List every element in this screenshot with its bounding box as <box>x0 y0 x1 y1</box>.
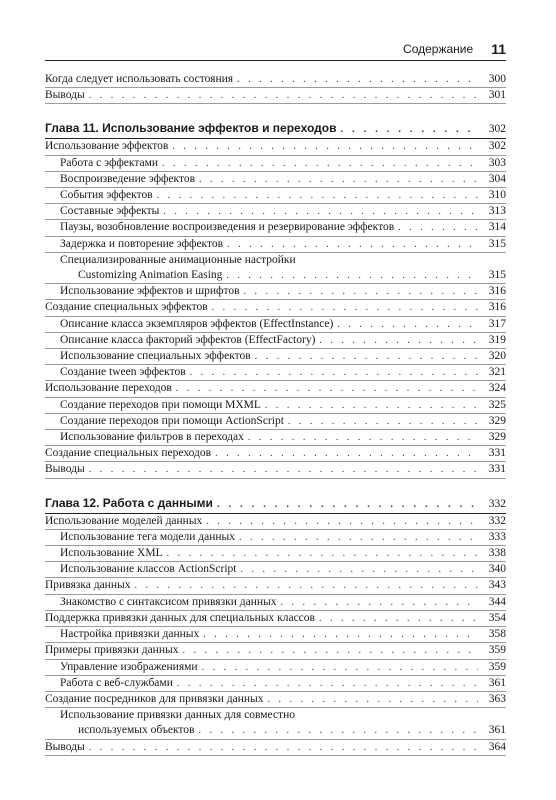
toc-entry-page: 310 <box>488 189 506 202</box>
toc-leader-dots <box>288 414 478 429</box>
toc-entry-page: 340 <box>488 563 506 576</box>
toc-entry-title: Работа с эффектами <box>60 156 162 171</box>
toc-entry-title: Глава 11. Использование эффектов и переходов <box>45 120 340 137</box>
toc-entry[interactable] <box>45 708 506 723</box>
toc-entry[interactable] <box>45 627 506 643</box>
toc-entry[interactable] <box>45 414 506 430</box>
toc-entry-page: 332 <box>488 497 506 510</box>
toc-entry-page: 316 <box>488 285 506 298</box>
toc-entry-page: 313 <box>488 205 506 218</box>
toc-leader-dots <box>227 237 478 252</box>
toc-entry[interactable] <box>45 660 506 676</box>
toc-leader-dots <box>248 430 478 445</box>
toc-leader-dots <box>398 220 478 235</box>
toc-entry-page: 315 <box>488 237 506 250</box>
toc-entry[interactable] <box>45 446 506 462</box>
toc-entry-page: 319 <box>488 333 506 346</box>
toc-leader-dots <box>203 627 478 642</box>
toc-entry-page: 301 <box>488 89 506 102</box>
toc-entry-page: 343 <box>488 579 506 592</box>
toc-entry-title: Создание специальных эффектов <box>45 300 212 315</box>
toc-entry-page: 361 <box>488 724 506 737</box>
toc-leader-dots <box>198 723 478 738</box>
toc-leader-dots <box>215 446 478 461</box>
toc-leader-dots <box>268 692 479 707</box>
toc-entry[interactable] <box>45 430 506 446</box>
toc-entry[interactable] <box>45 172 506 188</box>
toc-entry[interactable] <box>45 333 506 349</box>
toc-leader-dots <box>199 172 478 187</box>
toc-entry-page: 315 <box>488 269 506 282</box>
toc-entry-page: 358 <box>488 628 506 641</box>
toc-entry-page: 320 <box>488 350 506 363</box>
toc-entry-page: 359 <box>488 644 506 657</box>
toc-leader-dots <box>163 204 478 219</box>
toc-entry-page: 354 <box>488 611 506 624</box>
toc-entry-page: 304 <box>488 172 506 185</box>
toc-entry[interactable] <box>45 72 506 88</box>
toc-entry-title: Специализированные анимационные настройки <box>60 253 296 268</box>
toc-entry[interactable] <box>45 188 506 204</box>
toc-entry-title: Поддержка привязки данных для специальных классов <box>45 611 319 626</box>
toc-entry[interactable] <box>45 284 506 300</box>
toc-leader-dots <box>206 514 478 529</box>
table-of-contents <box>45 72 506 772</box>
toc-entry-page: 302 <box>488 123 506 136</box>
toc-leader-dots <box>89 462 478 477</box>
toc-leader-dots <box>241 562 478 577</box>
toc-entry[interactable] <box>45 204 506 220</box>
toc-entry-title: Создание специальных переходов <box>45 446 215 461</box>
toc-leader-dots <box>265 398 478 413</box>
toc-entry-title: Создание посредников для привязки данных <box>45 692 268 707</box>
toc-entry-page: 316 <box>488 301 506 314</box>
toc-entry[interactable] <box>45 317 506 333</box>
toc-entry-title: Работа с веб-службами <box>60 676 177 691</box>
toc-leader-dots <box>217 496 478 513</box>
toc-entry[interactable] <box>45 514 506 530</box>
toc-chapter-entry[interactable] <box>45 120 506 139</box>
toc-entry[interactable] <box>45 643 506 659</box>
toc-entry[interactable] <box>45 462 506 478</box>
toc-entry[interactable] <box>45 220 506 236</box>
toc-entry-page: 325 <box>488 398 506 411</box>
toc-block <box>45 495 506 756</box>
toc-entry-title: Управление изображениями <box>60 660 202 675</box>
toc-leader-dots <box>226 268 478 283</box>
toc-entry-title: Использование переходов <box>45 381 176 396</box>
toc-entry-title: Знакомство с синтаксисом привязки данных <box>60 595 280 610</box>
toc-leader-dots <box>89 88 478 103</box>
running-head <box>45 36 506 61</box>
toc-chapter-entry[interactable] <box>45 495 506 514</box>
toc-leader-dots <box>177 676 478 691</box>
toc-entry-page: 344 <box>488 595 506 608</box>
toc-entry-title: Использование XML <box>60 546 167 561</box>
toc-leader-dots <box>162 156 478 171</box>
toc-entry-title: Когда следует использовать состояния <box>45 72 237 87</box>
toc-entry[interactable] <box>45 349 506 365</box>
toc-entry-title: Customizing Animation Easing <box>78 268 226 283</box>
toc-entry-title: Использование классов ActionScript <box>60 562 241 577</box>
toc-entry-title: Создание переходов при помощи ActionScript <box>60 414 288 429</box>
running-head-title: Содержание <box>403 42 474 56</box>
toc-entry-title: Глава 12. Работа с данными <box>45 495 217 512</box>
toc-entry-title: Использование моделей данных <box>45 514 206 529</box>
toc-block <box>45 120 506 478</box>
toc-entry-title: Создание tween эффектов <box>60 365 190 380</box>
toc-entry[interactable] <box>45 398 506 414</box>
toc-entry[interactable] <box>45 611 506 627</box>
toc-entry-title: Выводы <box>45 462 89 477</box>
toc-entry[interactable] <box>45 530 506 546</box>
toc-entry-page: 317 <box>488 317 506 330</box>
toc-leader-dots <box>172 139 478 154</box>
toc-entry[interactable] <box>45 300 506 316</box>
toc-entry-page: 333 <box>488 530 506 543</box>
toc-entry-page: 314 <box>488 221 506 234</box>
toc-leader-dots <box>176 381 478 396</box>
toc-leader-dots <box>255 349 478 364</box>
toc-entry-page: 363 <box>488 692 506 705</box>
toc-entry[interactable] <box>45 237 506 253</box>
toc-leader-dots <box>202 660 478 675</box>
toc-leader-dots <box>239 530 478 545</box>
toc-entry-page: 302 <box>488 140 506 153</box>
toc-entry[interactable] <box>45 676 506 692</box>
toc-leader-dots <box>319 333 478 348</box>
toc-entry-title: Примеры привязки данных <box>45 643 182 658</box>
toc-entry[interactable] <box>45 595 506 611</box>
toc-entry-page: 324 <box>488 382 506 395</box>
toc-entry-page: 359 <box>488 660 506 673</box>
toc-entry[interactable] <box>45 723 506 739</box>
toc-entry-title: Использование эффектов и шрифтов <box>60 284 244 299</box>
toc-block <box>45 72 506 104</box>
toc-entry-page: 331 <box>488 463 506 476</box>
toc-entry-title: Использование эффектов <box>45 139 172 154</box>
toc-entry-title: Использование специальных эффектов <box>60 349 255 364</box>
toc-leader-dots <box>167 546 478 561</box>
toc-entry[interactable] <box>45 253 506 268</box>
toc-entry-title: Использование привязки данных для совместно <box>60 708 295 723</box>
toc-entry[interactable] <box>45 365 506 381</box>
toc-entry-page: 332 <box>488 514 506 527</box>
toc-entry-title: Использование фильтров в переходах <box>60 430 248 445</box>
toc-entry-title: Использование тега модели данных <box>60 530 239 545</box>
toc-entry-page: 361 <box>488 676 506 689</box>
page-number: 11 <box>491 41 506 57</box>
toc-entry-page: 329 <box>488 431 506 444</box>
toc-entry-title: Описание класса экземпляров эффектов (EffectInstance) <box>60 317 337 332</box>
toc-entry-title: Паузы, возобновление воспроизведения и резервирование эффектов <box>60 220 398 235</box>
toc-entry-page: 331 <box>488 447 506 460</box>
toc-entry-page: 338 <box>488 547 506 560</box>
toc-leader-dots <box>237 72 478 87</box>
toc-entry[interactable] <box>45 381 506 397</box>
toc-entry[interactable] <box>45 562 506 578</box>
toc-entry-page: 303 <box>488 156 506 169</box>
toc-entry-title: используемых объектов <box>78 723 198 738</box>
toc-leader-dots <box>182 643 478 658</box>
toc-leader-dots <box>134 578 478 593</box>
toc-entry-page: 364 <box>488 740 506 753</box>
toc-leader-dots <box>157 188 478 203</box>
toc-entry-page: 300 <box>488 73 506 85</box>
toc-entry-title: События эффектов <box>60 188 157 203</box>
toc-entry-title: Выводы <box>45 88 89 103</box>
toc-leader-dots <box>190 365 478 380</box>
toc-leader-dots <box>89 740 478 755</box>
toc-entry-title: Описание класса факторий эффектов (EffectFactory) <box>60 333 319 348</box>
toc-entry-title: Настройка привязки данных <box>60 627 203 642</box>
toc-leader-dots <box>244 284 478 299</box>
toc-leader-dots <box>319 611 478 626</box>
toc-entry-title: Выводы <box>45 740 89 755</box>
toc-leader-dots <box>337 317 478 332</box>
toc-entry[interactable] <box>45 139 506 155</box>
toc-entry[interactable] <box>45 740 506 756</box>
toc-entry[interactable] <box>45 268 506 284</box>
toc-leader-dots <box>280 595 478 610</box>
toc-entry-title: Создание переходов при помощи MXML <box>60 398 265 413</box>
toc-entry[interactable] <box>45 546 506 562</box>
toc-entry-title: Привязка данных <box>45 578 134 593</box>
toc-entry-title: Воспроизведение эффектов <box>60 172 199 187</box>
toc-entry-title: Задержка и повторение эффектов <box>60 237 227 252</box>
toc-entry-page: 321 <box>488 366 506 379</box>
toc-entry[interactable] <box>45 156 506 172</box>
toc-entry[interactable] <box>45 692 506 708</box>
toc-leader-dots <box>212 300 478 315</box>
toc-entry[interactable] <box>45 88 506 104</box>
toc-leader-dots <box>340 121 478 138</box>
toc-entry-title: Составные эффекты <box>60 204 163 219</box>
toc-entry[interactable] <box>45 578 506 594</box>
toc-entry-page: 329 <box>488 414 506 427</box>
